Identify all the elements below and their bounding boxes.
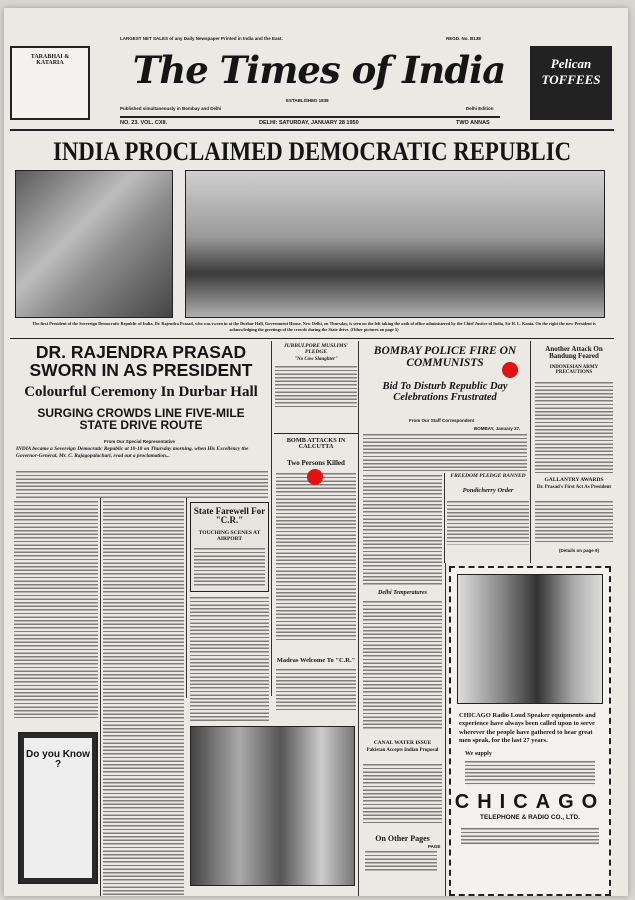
column-rule	[186, 498, 187, 698]
bandung-body	[535, 381, 613, 473]
do-you-know-ad	[18, 732, 98, 884]
bombay-headline: BOMBAY POLICE FIRE ON COMMUNISTS	[373, 345, 517, 369]
lead-subhead: Colourful Ceremony In Durbar Hall	[24, 384, 258, 400]
column-rule	[271, 491, 272, 696]
newspaper-title: The Times of India	[132, 48, 506, 92]
farewell-body	[190, 596, 269, 722]
jubbulpore-subhead: "No Cow Slaughter"	[294, 357, 338, 362]
delhi-temp-body	[363, 600, 442, 730]
edition: Delhi Edition	[466, 106, 494, 111]
lead-byline: From Our Special Representative	[104, 439, 176, 444]
bomb-headline: BOMB ATTACKS IN CALCUTTA	[286, 437, 346, 451]
established: ESTABLISHED 1838	[286, 98, 329, 103]
farewell-story	[190, 502, 269, 592]
lead-body	[14, 500, 98, 718]
gallantry-subhead: Dr. Prasad's First Act As President	[536, 485, 612, 490]
lead-body	[16, 470, 268, 498]
banner-headline: INDIA PROCLAIMED DEMOCRATIC REPUBLIC	[52, 136, 572, 166]
column-rule	[271, 341, 272, 491]
ad-headline: Do you Know ?	[26, 749, 90, 770]
photo-caption: The first President of the Sovereign Democratic Republic of India, Dr. Rajendra Prasad, who was sworn in at the Durbar Hall, Government House, New Delhi, on Thursday, is seen on the left taking the oath of office administered by the Chief Justice of India, Sir H. L. Kania. On the right the new President is acknowledging the greetings of the crowds during the State drive. (Other pictures on page 5)	[32, 321, 596, 332]
farewell-photo	[190, 726, 355, 886]
published-note: Published simultaneously in Bombay and Delhi	[120, 106, 222, 111]
bomb-subhead: Two Persons Killed	[287, 459, 345, 467]
chicago-company: TELEPHONE & RADIO CO., LTD.	[480, 813, 580, 821]
other-pages-page-label: PAGE	[428, 844, 441, 849]
lead-body	[103, 500, 184, 895]
bombay-body	[363, 433, 527, 471]
chicago-supply-list	[465, 760, 595, 786]
jubbulpore-body	[275, 365, 357, 409]
pledge-body	[447, 500, 529, 545]
jubbulpore-headline: JUBBULPORE MUSLIMS' PLEDGE	[283, 343, 349, 355]
ad-right-text: Pelican TOFFEES	[541, 56, 601, 87]
farewell-headline: State Farewell For "C.R."	[193, 506, 266, 525]
ad-right	[530, 46, 612, 120]
bombay-subhead: Bid To Disturb Republic Day Celebrations Frustrated	[382, 381, 508, 403]
pledge-subhead: Pondicherry Order	[462, 486, 514, 494]
masthead-rule	[120, 116, 500, 118]
gallantry-headline: GALLANTRY AWARDS	[544, 477, 604, 483]
madras-body	[276, 668, 356, 710]
farewell-body	[194, 547, 265, 587]
column-rule	[444, 473, 445, 563]
farewell-subhead: TOUCHING SCENES AT AIRPORT	[198, 530, 261, 542]
bombay-byline: From Our Staff Correspondent	[409, 418, 475, 423]
canal-body	[363, 763, 442, 823]
canal-subhead: Pakistan Accepts Indian Proposal	[366, 748, 439, 753]
column-rule	[445, 563, 446, 896]
bombay-body	[363, 474, 442, 586]
rule	[274, 433, 358, 434]
column-rule	[358, 341, 359, 896]
chicago-name: CHICAGO	[454, 790, 606, 813]
dateline: DELHI: SATURDAY, JANUARY 28 1950	[259, 120, 359, 126]
newspaper-page	[4, 8, 628, 896]
madras-headline: Madras Welcome To "C.R."	[276, 657, 356, 664]
chicago-address	[461, 827, 599, 845]
top-note: LARGEST NET SALES of any Daily Newspaper Printed in India and the East.	[120, 36, 283, 41]
rule	[10, 338, 614, 339]
gallantry-body	[535, 500, 613, 544]
column-rule	[530, 341, 531, 563]
price: TWO ANNAS	[456, 120, 490, 126]
nehru-photo	[457, 574, 603, 704]
pledge-story	[447, 474, 529, 545]
bandung-headline: Another Attack On Bandung Feared	[545, 345, 603, 360]
chicago-ad-body: CHICAGO Radio Loud Speaker equipments and experience have always been called upon to serve wherever the people have gathered to hear great men speak, for the last 27 years.	[459, 712, 596, 745]
jubbulpore-story	[275, 344, 357, 409]
ad-left-text: TARABHAI & KATARIA	[30, 54, 70, 66]
ad-left	[10, 46, 90, 120]
other-pages-headline: On Other Pages	[375, 834, 430, 843]
bomb-body	[276, 472, 356, 642]
delhi-temp-headline: Delhi Temperatures	[378, 590, 427, 596]
gallantry-continued: (Details on page 9)	[559, 548, 600, 553]
bombay-dateline: BOMBAY, January 27.	[474, 426, 521, 431]
other-pages-list	[365, 850, 437, 872]
oath-photo	[15, 170, 173, 318]
registration-number: REGD. No. B138	[446, 36, 481, 41]
canal-headline: CANAL WATER ISSUE	[373, 740, 432, 746]
lead-headline: DR. RAJENDRA PRASAD SWORN IN AS PRESIDENT	[29, 342, 253, 380]
red-marker	[502, 362, 518, 378]
lead-intro: INDIA became a Sovereign Democratic Republic at 10-18 on Thursday morning, when His Excellency the Governor-General, Mr. C. Rajagopalachari, read out a proclamation...	[16, 446, 249, 459]
red-marker	[307, 469, 323, 485]
column-rule	[100, 498, 101, 896]
volume: NO. 23. VOL. CXII.	[120, 120, 168, 126]
bandung-subhead: INDONESIAN ARMY PRECAUTIONS	[549, 365, 599, 375]
chicago-supply: We supply	[465, 750, 492, 757]
lead-subhead-2: SURGING CROWDS LINE FIVE-MILE STATE DRIVE ROUTE	[37, 406, 245, 432]
pledge-headline: FREEDOM PLEDGE BANNED	[450, 473, 526, 479]
rule	[10, 129, 614, 131]
state-drive-photo	[185, 170, 605, 318]
chicago-ad	[449, 566, 611, 896]
